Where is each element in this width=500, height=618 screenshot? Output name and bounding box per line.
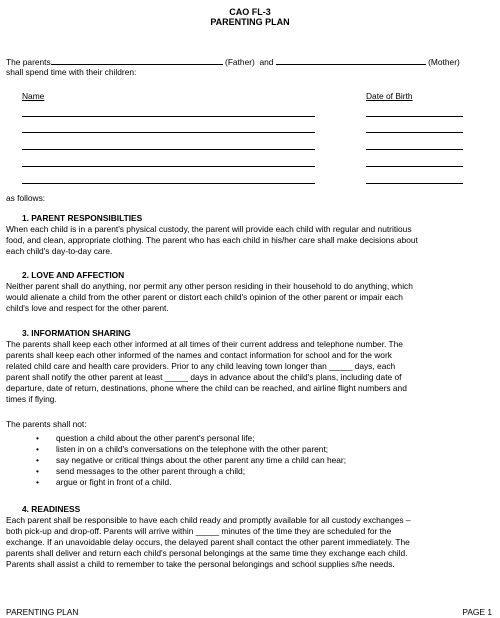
section-body: Neither parent shall do anything, nor permit any other person residing in their household to do anything, which would alienate a child from the other parent or distort each child's opinion of the other parent or impair each child's love and respect for the other parent. — [6, 281, 413, 313]
section-title: 2. LOVE AND AFFECTION — [22, 270, 125, 280]
name-column-header: Name — [22, 91, 45, 101]
intro-line2: shall spend time with their children: — [6, 67, 137, 77]
section-body: When each child is in a parent's physical custody, the parent will provide each child with regular and nutritious food, and clean, appropriate clothing. The parent who has each child in his/her care shall make decisions about each child's day-to-day care. — [6, 224, 418, 256]
section-title: 3. INFORMATION SHARING — [22, 328, 131, 338]
page-title: PARENTING PLAN — [210, 17, 290, 27]
list-item: • listen in on a child's conversations on the telephone with the other parent; — [36, 444, 346, 455]
header — [0, 7, 500, 27]
shall-not-list — [36, 433, 346, 488]
intro-prefix: The parents — [6, 57, 51, 67]
child-dob-field[interactable] — [366, 149, 463, 150]
child-dob-field[interactable] — [366, 116, 463, 117]
section-title: 1. PARENT RESPONSIBILTIES — [22, 213, 143, 223]
section-title: 4. READINESS — [22, 504, 81, 514]
dob-column-header: Date of Birth — [366, 91, 413, 101]
footer-left: PARENTING PLAN — [6, 607, 79, 617]
form-id: CAO FL-3 — [229, 7, 271, 17]
child-name-field[interactable] — [22, 183, 315, 184]
list-item: • argue or fight in front of a child. — [36, 477, 346, 488]
section-body: The parents shall keep each other informed at all times of their current address and telephone number. The parents shall keep each other informed of the names and contact information for school and for the work related child care and health care providers. Prior to any child leaving town longer than _____ days, each parent shall notify the other parent at least _____ days in advance about the child's plans, including date of departure, date of return, destinations, phone where the child can be reached, and airline flight numbers and times if flying. — [6, 339, 407, 404]
child-name-field[interactable] — [22, 116, 315, 117]
as-follows: as follows: — [6, 193, 46, 203]
mother-label: (Mother) — [428, 57, 460, 67]
child-name-field[interactable] — [22, 166, 315, 167]
child-name-field[interactable] — [22, 149, 315, 150]
and-text: and — [259, 57, 274, 67]
parents-intro — [6, 56, 492, 77]
child-name-field[interactable] — [22, 132, 315, 133]
list-item: • say negative or critical things about the other parent any time a child can hear; — [36, 455, 346, 466]
child-dob-field[interactable] — [366, 132, 463, 133]
section-body: Each parent shall be responsible to have each child ready and promptly available for all custody exchanges – both pick-up and drop-off. Parents will arrive within _____ minutes of the time they are scheduled for the exchange. If an unavoidable delay occurs, the delayed parent shall contact the other parent immediately. The parents shall deliver and return each child's personal belongings at the same time they exchange each child. Parents shall assist a child to remember to take the personal belongings and school supplies s/he needs. — [6, 515, 411, 569]
shall-not-intro: The parents shall not: — [6, 419, 87, 429]
list-item: • send messages to the other parent through a child; — [36, 466, 346, 477]
footer-page-number: PAGE 1 — [462, 607, 492, 617]
child-dob-field[interactable] — [366, 166, 463, 167]
child-dob-field[interactable] — [366, 183, 463, 184]
father-name-field[interactable] — [51, 56, 223, 65]
list-item: • question a child about the other parent's personal life; — [36, 433, 346, 444]
father-label: (Father) — [225, 57, 255, 67]
mother-name-field[interactable] — [276, 56, 426, 65]
